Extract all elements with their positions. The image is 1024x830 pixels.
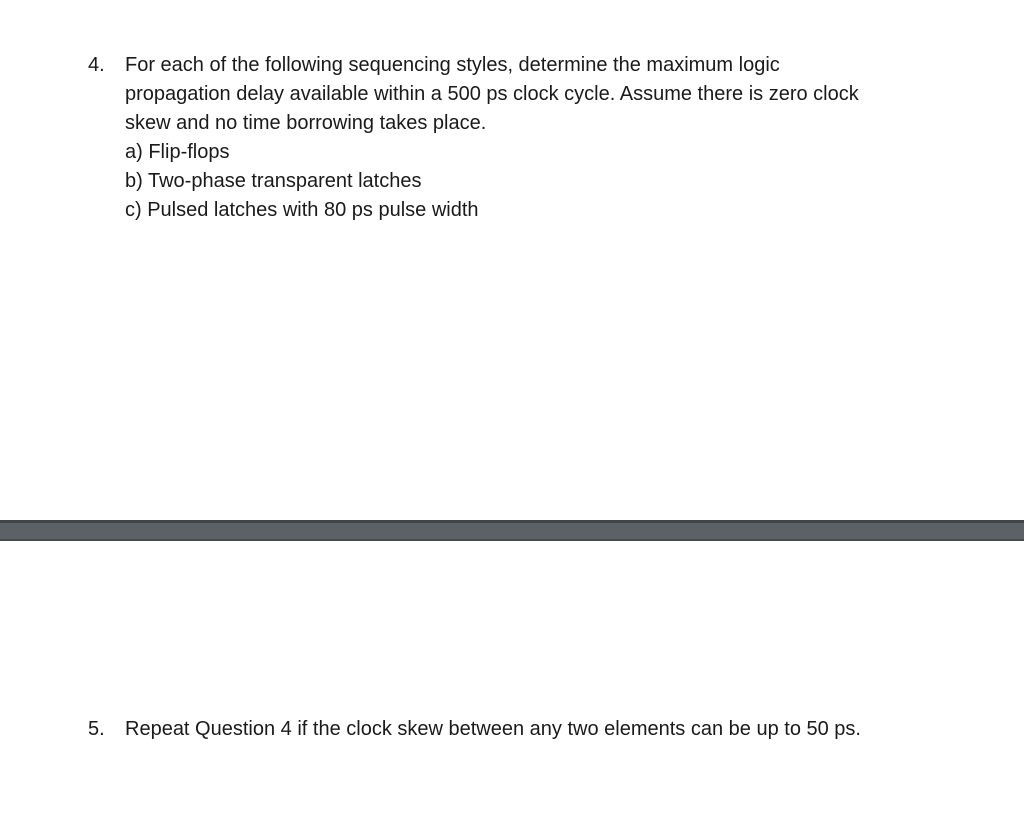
question-5-number: 5.: [88, 718, 105, 740]
question-4-number: 4.: [88, 54, 105, 76]
page-divider: [0, 520, 1024, 541]
question-4-part-a: a) Flip-flops: [125, 141, 230, 163]
question-4-prompt-line: propagation delay available within a 500 ps clock cycle. Assume there is zero clock: [125, 83, 859, 105]
question-4-body: [125, 51, 968, 225]
question-4: [88, 51, 968, 225]
question-4-part-b: b) Two-phase transparent latches: [125, 170, 422, 192]
question-4-prompt-line: skew and no time borrowing takes place.: [125, 112, 487, 134]
question-4-prompt-line: For each of the following sequencing styles, determine the maximum logic: [125, 54, 780, 76]
question-5: [88, 715, 988, 744]
question-5-text: Repeat Question 4 if the clock skew between any two elements can be up to 50 ps.: [125, 718, 861, 740]
question-4-part-c: c) Pulsed latches with 80 ps pulse width: [125, 199, 479, 221]
question-5-body: [125, 715, 988, 744]
page-section-bottom: [0, 541, 1024, 830]
